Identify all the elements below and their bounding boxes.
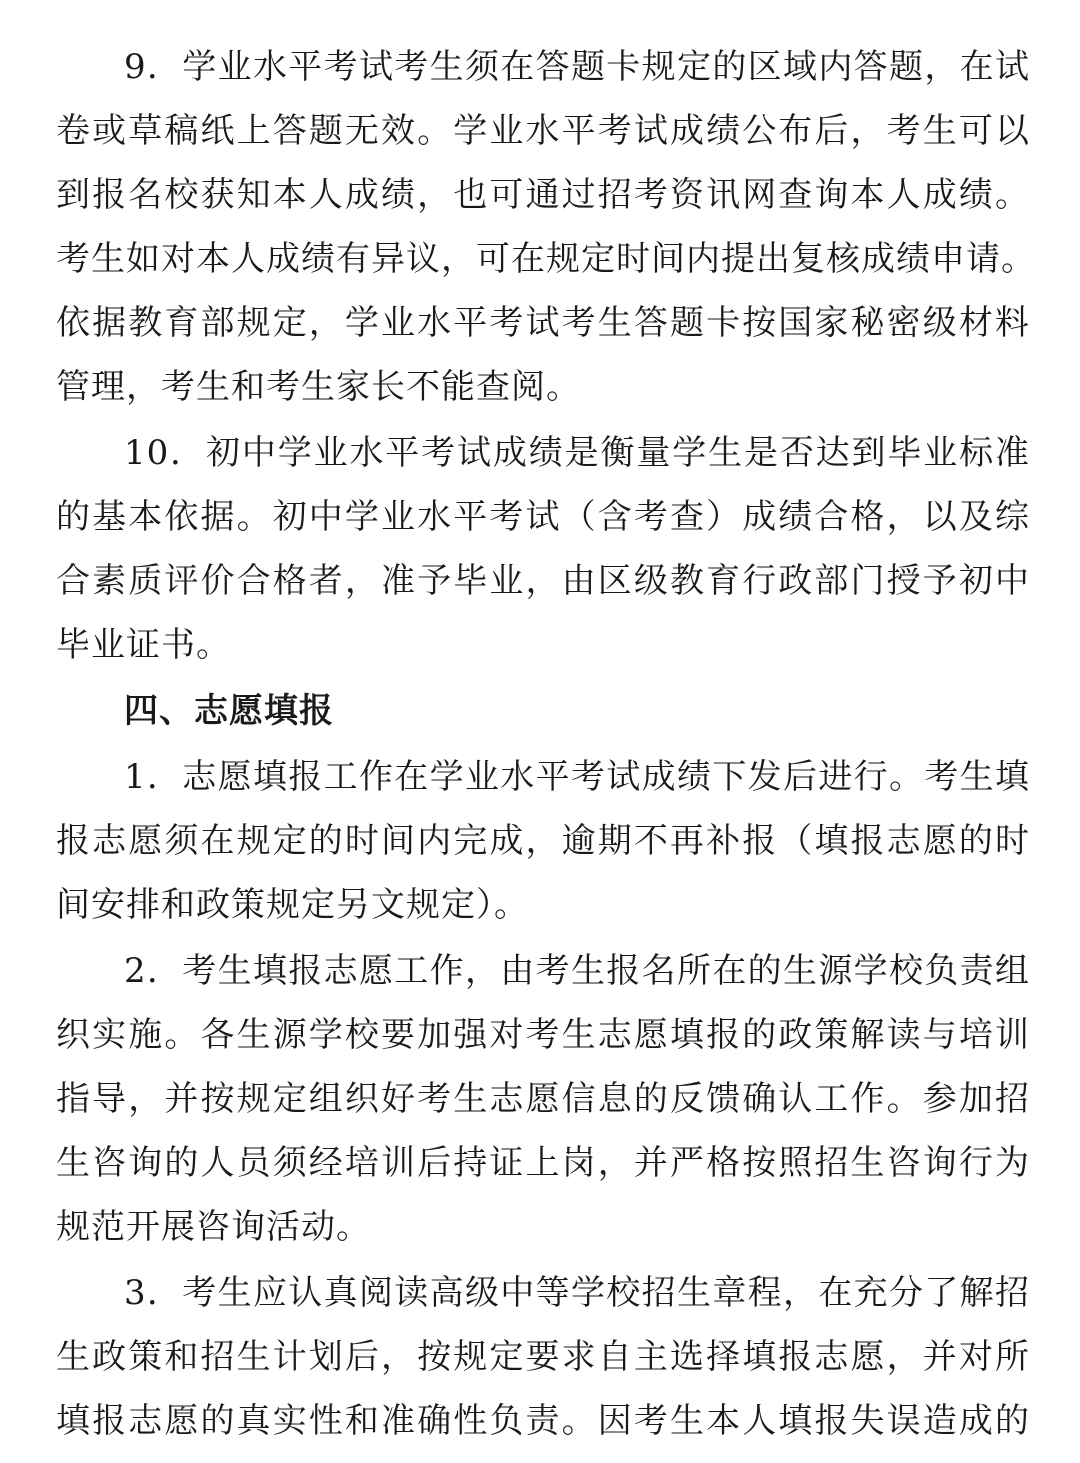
text-line: 合素质评价合格者，准予毕业，由区级教育行政部门授予初中 [56,561,1030,601]
text-line: 报志愿须在规定的时间内完成，逾期不再补报（填报志愿的时 [56,821,1030,861]
text-line: 卷或草稿纸上答题无效。学业水平考试成绩公布后，考生可以 [56,111,1030,151]
text-line: 生咨询的人员须经培训后持证上岗，并严格按照招生咨询行为 [56,1143,1030,1183]
text-line: 指导，并按规定组织好考生志愿信息的反馈确认工作。参加招 [56,1079,1030,1119]
text-line: 9．学业水平考试考生须在答题卡规定的区域内答题，在试 [124,47,1030,87]
text-line: 2．考生填报志愿工作，由考生报名所在的生源学校负责组 [124,951,1030,991]
text-line: 生政策和招生计划后，按规定要求自主选择填报志愿，并对所 [56,1337,1030,1377]
text-line: 到报名校获知本人成绩，也可通过招考资讯网查询本人成绩。 [56,175,1030,215]
text-line: 织实施。各生源学校要加强对考生志愿填报的政策解读与培训 [56,1015,1030,1055]
text-line: 1．志愿填报工作在学业水平考试成绩下发后进行。考生填 [124,757,1030,797]
text-line: 依据教育部规定，学业水平考试考生答题卡按国家秘密级材料 [56,303,1030,343]
text-line: 管理，考生和考生家长不能查阅。 [56,367,581,407]
text-line: 毕业证书。 [56,625,231,665]
text-line: 填报志愿的真实性和准确性负责。因考生本人填报失误造成的 [56,1401,1030,1441]
text-line: 10．初中学业水平考试成绩是衡量学生是否达到毕业标准 [124,433,1030,473]
text-line: 规范开展咨询活动。 [56,1207,371,1247]
section-heading: 四、志愿填报 [124,691,334,731]
text-line: 3．考生应认真阅读高级中等学校招生章程，在充分了解招 [124,1273,1030,1313]
text-line: 的基本依据。初中学业水平考试（含考查）成绩合格，以及综 [56,497,1030,537]
text-line: 考生如对本人成绩有异议，可在规定时间内提出复核成绩申请。 [56,239,1036,279]
text-line: 间安排和政策规定另文规定）。 [56,885,529,925]
